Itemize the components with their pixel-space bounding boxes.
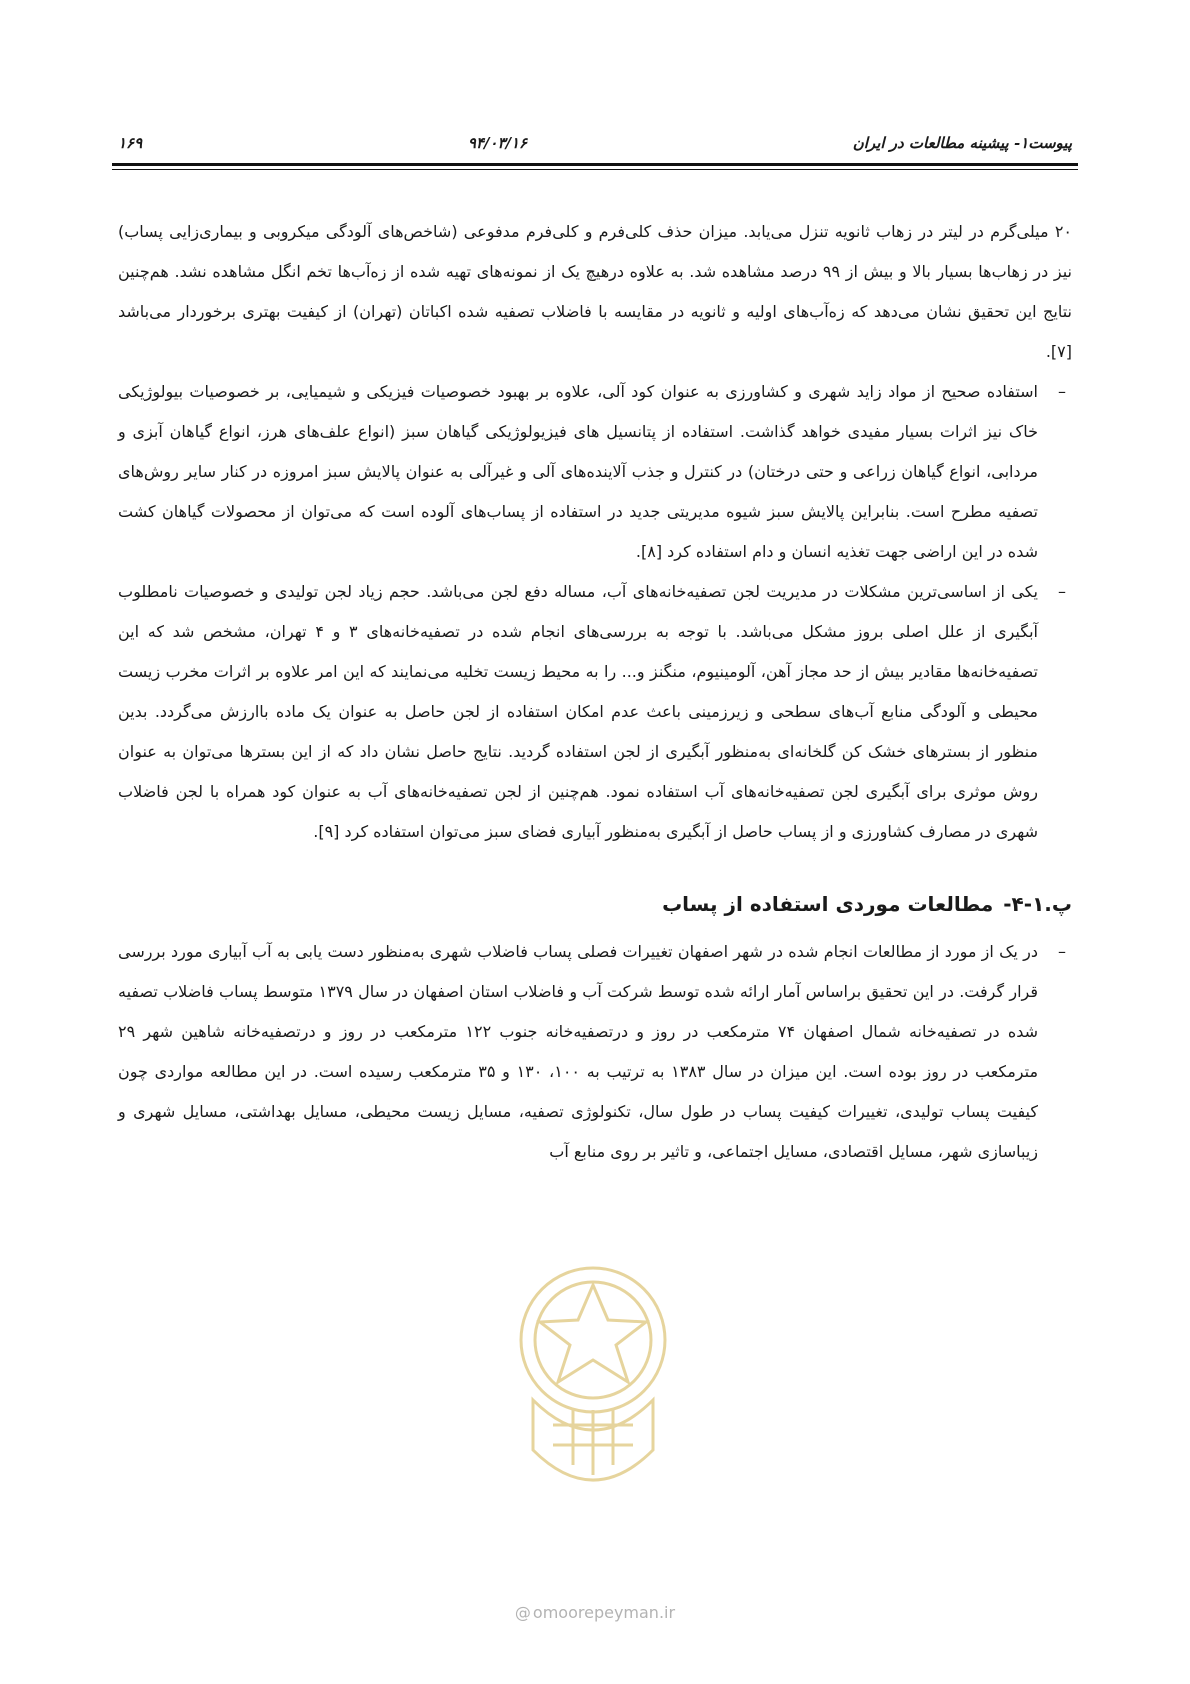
- bullet-dash: –: [1058, 382, 1066, 401]
- list-item-text: در یک از مورد از مطالعات انجام شده در شهر اصفهان تغییرات فصلی پساب فاضلاب شهری به‌منظور دست یابی به آب آبیاری مورد بررسی قرار گرفت. در این تحقیق براساس آمار ارائه شده توسط شرکت آب و فاضلاب استان اصفهان در سال ۱۳۷۹ متوسط پساب فاضلاب تصفیه شده در تصفیه‌خانه شمال اصفهان ۷۴ مترمکعب در روز و درتصفیه‌خانه جنوب ۱۲۲ مترمکعب در روز و درتصفیه‌خانه شاهین شهر ۲۹ مترمکعب در روز بوده است. این میزان در سال ۱۳۸۳ به ترتیب به ۱۰۰، ۱۳۰ و ۳۵ مترمکعب رسیده است. در این مطالعه مواردی چون کیفیت پساب تولیدی، تغییرات کیفیت پساب در طول سال، تکنولوژی تصفیه، مسایل زیست محیطی، مسایل بهداشتی، مسایل شهری و زیباسازی شهر، مسایل اقتصادی، مسایل اجتماعی، و تاثیر بر روی منابع آب: [118, 942, 1039, 1161]
- header-rule-thick: [112, 163, 1078, 166]
- section-bullet-list: [118, 932, 1072, 1172]
- section-heading: [118, 882, 1072, 926]
- at-sign-icon: @: [514, 1603, 531, 1622]
- page-header: [118, 128, 1072, 158]
- header-rule-thin: [112, 169, 1078, 170]
- watermark-url-text: omoorepeyman.ir: [532, 1603, 676, 1622]
- watermark-seal: [488, 1250, 698, 1520]
- intro-paragraph: ۲۰ میلی‌گرم در لیتر در زهاب ثانویه تنزل می‌یابد. میزان حذف کلی‌فرم و کلی‌فرم مدفوعی (شاخص‌های آلودگی میکروبی و بیماری‌زایی پساب) نیز در زهاب‌ها بسیار بالا و بیش از ۹۹ درصد مشاهده شد. به علاوه درهیچ یک از نمونه‌های تهیه شده از زه‌آب‌ها تخم انگل مشاهده نشد. هم‌چنین نتایج این تحقیق نشان می‌دهد که زه‌آب‌های اولیه و ثانویه در مقایسه با فاضلاب تصفیه شده اکباتان (تهران) از کیفیت بهتری برخوردار می‌باشد [۷].: [118, 222, 1073, 361]
- bullet-list: [118, 372, 1072, 852]
- page-number: ۱۶۹: [118, 134, 143, 152]
- bullet-dash: –: [1058, 582, 1066, 601]
- list-item-text: یکی از اساسی‌ترین مشکلات در مدیریت لجن تصفیه‌خانه‌های آب، مساله دفع لجن می‌باشد. حجم زیاد لجن تولیدی و خصوصیات نامطلوب آبگیری از علل اصلی بروز مشکل می‌باشد. با توجه به بررسی‌های انجام شده در تصفیه‌خانه‌های ۳ و ۴ تهران، مشخص شد که این تصفیه‌خانه‌ها مقادیر بیش از حد مجاز آهن، آلومینیوم، منگنز و... را به محیط زیست تخلیه می‌نمایند که این امر علاوه بر اثرات مخرب زیست محیطی و آلودگی منابع آب‌های سطحی و زیرزمینی باعث عدم امکان استفاده از لجن حاصل به عنوان یک ماده باارزش می‌گردد. بدین منظور از بسترهای خشک کن گلخانه‌ای به‌منظور آبگیری از لجن استفاده گردید. نتایج حاصل نشان داد که از این بسترها می‌توان به عنوان روش موثری برای آبگیری لجن تصفیه‌خانه‌های آب استفاده نمود. هم‌چنین از لجن تصفیه‌خانه‌های آب به عنوان کود همراه با لجن فاضلاب شهری در مصارف کشاورزی و از پساب حاصل از آبگیری به‌منظور آبیاری فضای سبز می‌توان استفاده کرد [۹].: [118, 582, 1038, 841]
- section-title: مطالعات موردی استفاده از پساب: [662, 892, 994, 916]
- list-item-text: استفاده صحیح از مواد زاید شهری و کشاورزی به عنوان کود آلی، علاوه بر بهبود خصوصیات فیزیکی و شیمیایی، بر خصوصیات بیولوژیکی خاک نیز اثرات بسیار مفیدی خواهد گذاشت. استفاده از پتانسیل های فیزیولوژیکی گیاهان سبز (انواع علف‌های هرز، انواع گیاهان آبزی و مردابی، انواع گیاهان زراعی و حتی درختان) در کنترل و جذب آلاینده‌های آلی و غیرآلی به عنوان پالایش سبز امروزه در کنار سایر روش‌های تصفیه مطرح است. بنابراین پالایش سبز شیوه مدیریتی جدید در استفاده از پساب‌های آلوده است که می‌توان از محصولات گیاهان کشت شده در این اراضی جهت تغذیه انسان و دام استفاده کرد [۸].: [118, 382, 1038, 561]
- section-number: پ.۱-۴-: [1003, 892, 1072, 916]
- list-item: [118, 372, 1072, 572]
- watermark-url: [0, 1603, 1190, 1622]
- bullet-dash: –: [1058, 942, 1066, 961]
- header-title: پیوست۱- پیشینه مطالعات در ایران: [852, 134, 1072, 152]
- document-body: [118, 212, 1072, 1172]
- list-item: [118, 572, 1072, 852]
- list-item: [118, 932, 1072, 1172]
- header-date: ۹۴/۰۳/۱۶: [467, 134, 528, 152]
